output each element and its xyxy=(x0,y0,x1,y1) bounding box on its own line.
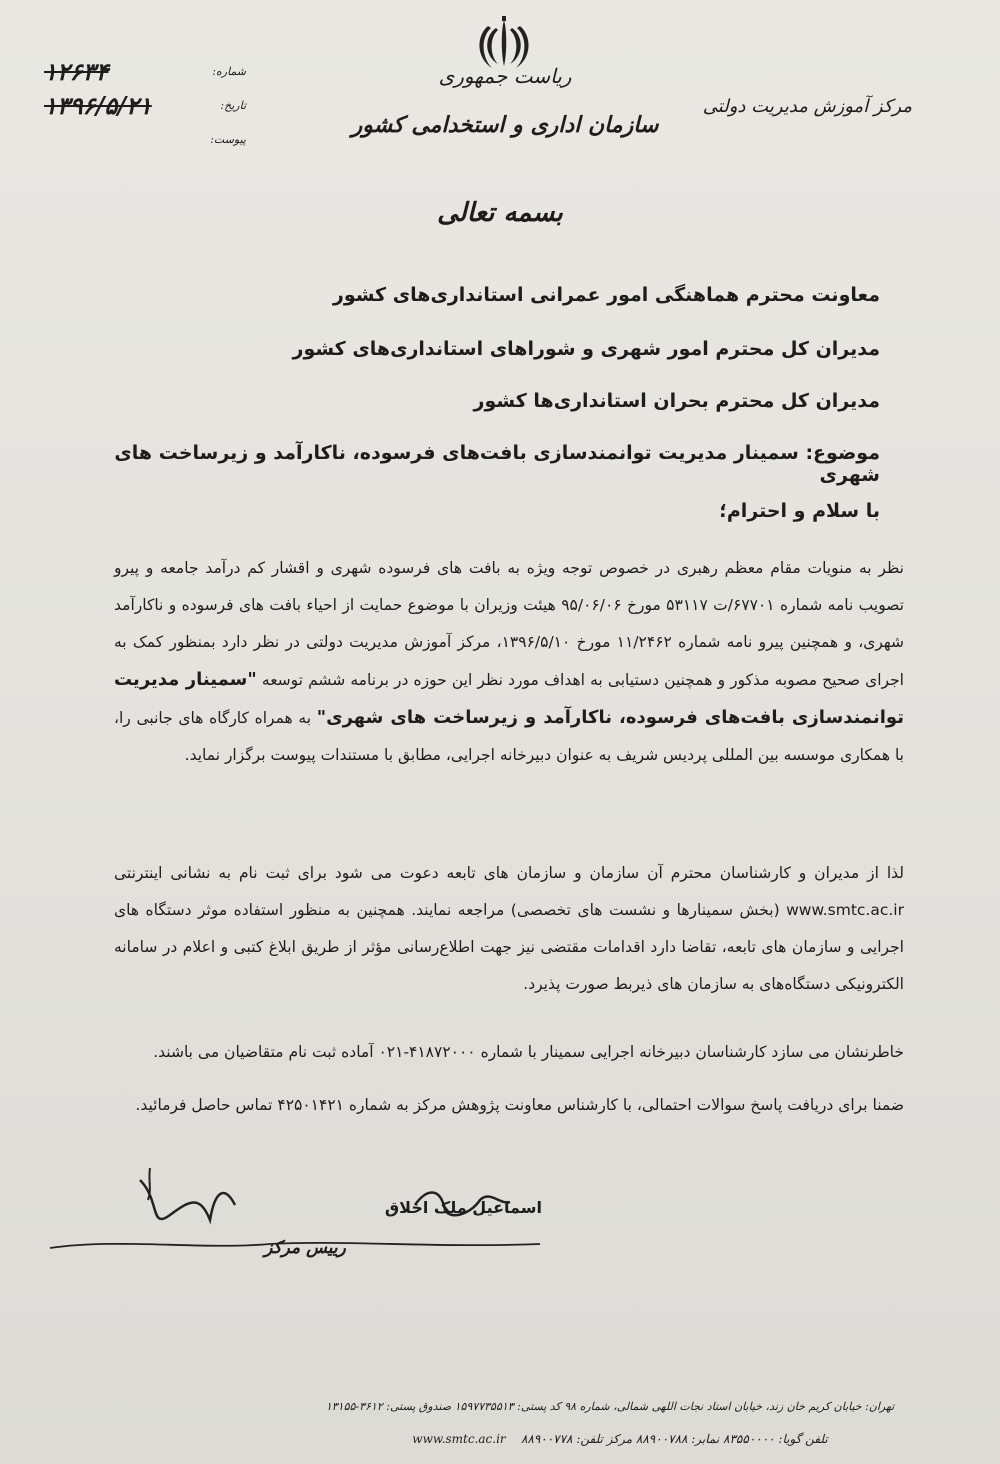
footer-contact xyxy=(350,1432,890,1446)
paragraph-2: لذا از مدیران و کارشناسان محترم آن سازمان و سازمان های تابعه دعوت می شود برای ثبت نام به نشانی اینترنتی www.smtc.ac.ir (بخش سمینارها و نشست های تخصصی) مراجعه نمایند. همچنین به منظور استفاده موثر دستگاه های اجرایی و سازمان های تابعه، تقاضا دارد اقدامات مقتضی نیز جهت اطلاع‌رسانی مؤثر از طریق ابلاغ کتبی و اعلام در سامانه الکترونیکی دستگاه‌های به سازمان های ذیربط صورت پذیرد. xyxy=(114,864,904,993)
number-row xyxy=(36,55,246,89)
paragraph-1-text-b: به همراه کارگاه های جانبی را، با همکاری موسسه بین المللی پردیس شریف به عنوان دبیرخانه اجرایی، مطابق با مستندات پیوست برگزار نماید. xyxy=(114,709,904,764)
addressee-2: مدیران کل محترم امور شهری و شوراهای استانداری‌های کشور xyxy=(292,338,880,360)
seminar-title-highlight: "سمینار مدیریت توانمندسازی بافت‌های فرسوده، ناکارآمد و زیرساخت های شهری" xyxy=(114,669,904,728)
number-label: شماره: xyxy=(212,65,246,78)
footer-website: www.smtc.ac.ir xyxy=(412,1432,506,1446)
attachment-label: پیوست: xyxy=(210,133,246,146)
presidency-heading: ریاست جمهوری xyxy=(438,64,572,88)
paragraph-1 xyxy=(114,550,904,774)
number-value: ۱۲۶۳۴ xyxy=(44,57,109,86)
footer-address: تهران: خیابان کریم خان زند، خیابان استاد نجات اللهی شمالی، شماره ۹۸ کد پستی: ۱۵۹۷۷۳۵۵۱۳ صندوق پستی: ۳۶۱۲-۱۳۱۵۵ xyxy=(325,1400,895,1413)
subject-line: موضوع: سمینار مدیریت توانمندسازی بافت‌های فرسوده، ناکارآمد و زیرساخت های شهری xyxy=(114,442,880,486)
addressee-3: مدیران کل محترم بحران استانداری‌ها کشور xyxy=(473,390,880,412)
greeting: با سلام و احترام؛ xyxy=(719,500,880,522)
center-heading: مرکز آموزش مدیریت دولتی xyxy=(702,96,912,117)
organization-heading: سازمان اداری و استخدامی کشور xyxy=(351,112,659,138)
date-value: ۱۳۹۶/۵/۲۱ xyxy=(44,91,152,120)
addressee-1: معاونت محترم هماهنگی امور عمرانی استانداری‌های کشور xyxy=(332,284,880,306)
footer-phone: تلفن گویا: ۸۳۵۵۰۰۰۰ نمابر: ۸۸۹۰۰۷۸۸ مرکز تلفن: ۸۸۹۰۰۷۷۸ xyxy=(520,1432,828,1446)
paragraph-1-text-a: نظر به منویات مقام معظم رهبری در خصوص توجه ویژه به بافت های فرسوده شهری و اقشار کم درآمد جامعه و پیرو تصویب نامه شماره ۶۷۷۰۱/ت ۵۳۱۱۷ مورخ ۹۵/۰۶/۰۶ هیئت وزیران با موضوع حمایت از احیاء بافت های فرسوده و ناکارآمد شهری، و همچنین پیرو نامه شماره ۱۱/۲۴۶۲ مورخ ۱۳۹۶/۵/۱۰، مرکز آموزش مدیریت دولتی در نظر دارد بمنظور کمک به اجرای صحیح مصوبه مذکور و همچنین دستیابی به اهداف مورد نظر این حوزه در برنامه ششم توسعه xyxy=(114,559,905,689)
signatory-name: اسماعیل ملک اخلاق xyxy=(384,1198,542,1217)
paragraph-4: ضمنا برای دریافت پاسخ سوالات احتمالی، با کارشناس معاونت پژوهش مرکز به شماره ۴۲۵۰۱۴۲۱ تماس حاصل فرمائید. xyxy=(135,1096,904,1114)
date-row xyxy=(36,89,246,123)
attachment-row xyxy=(36,123,246,157)
bismillah: بسمه تعالی xyxy=(437,198,563,228)
letter-meta xyxy=(36,55,246,157)
date-label: تاریخ: xyxy=(220,99,246,112)
paragraph-3: خاطرنشان می سازد کارشناسان دبیرخانه اجرایی سمینار با شماره ۴۱۸۷۲۰۰۰-۰۲۱ آماده ثبت نام متقاضیان می باشند. xyxy=(153,1043,904,1061)
signatory-title: رییس مرکز xyxy=(264,1238,346,1258)
